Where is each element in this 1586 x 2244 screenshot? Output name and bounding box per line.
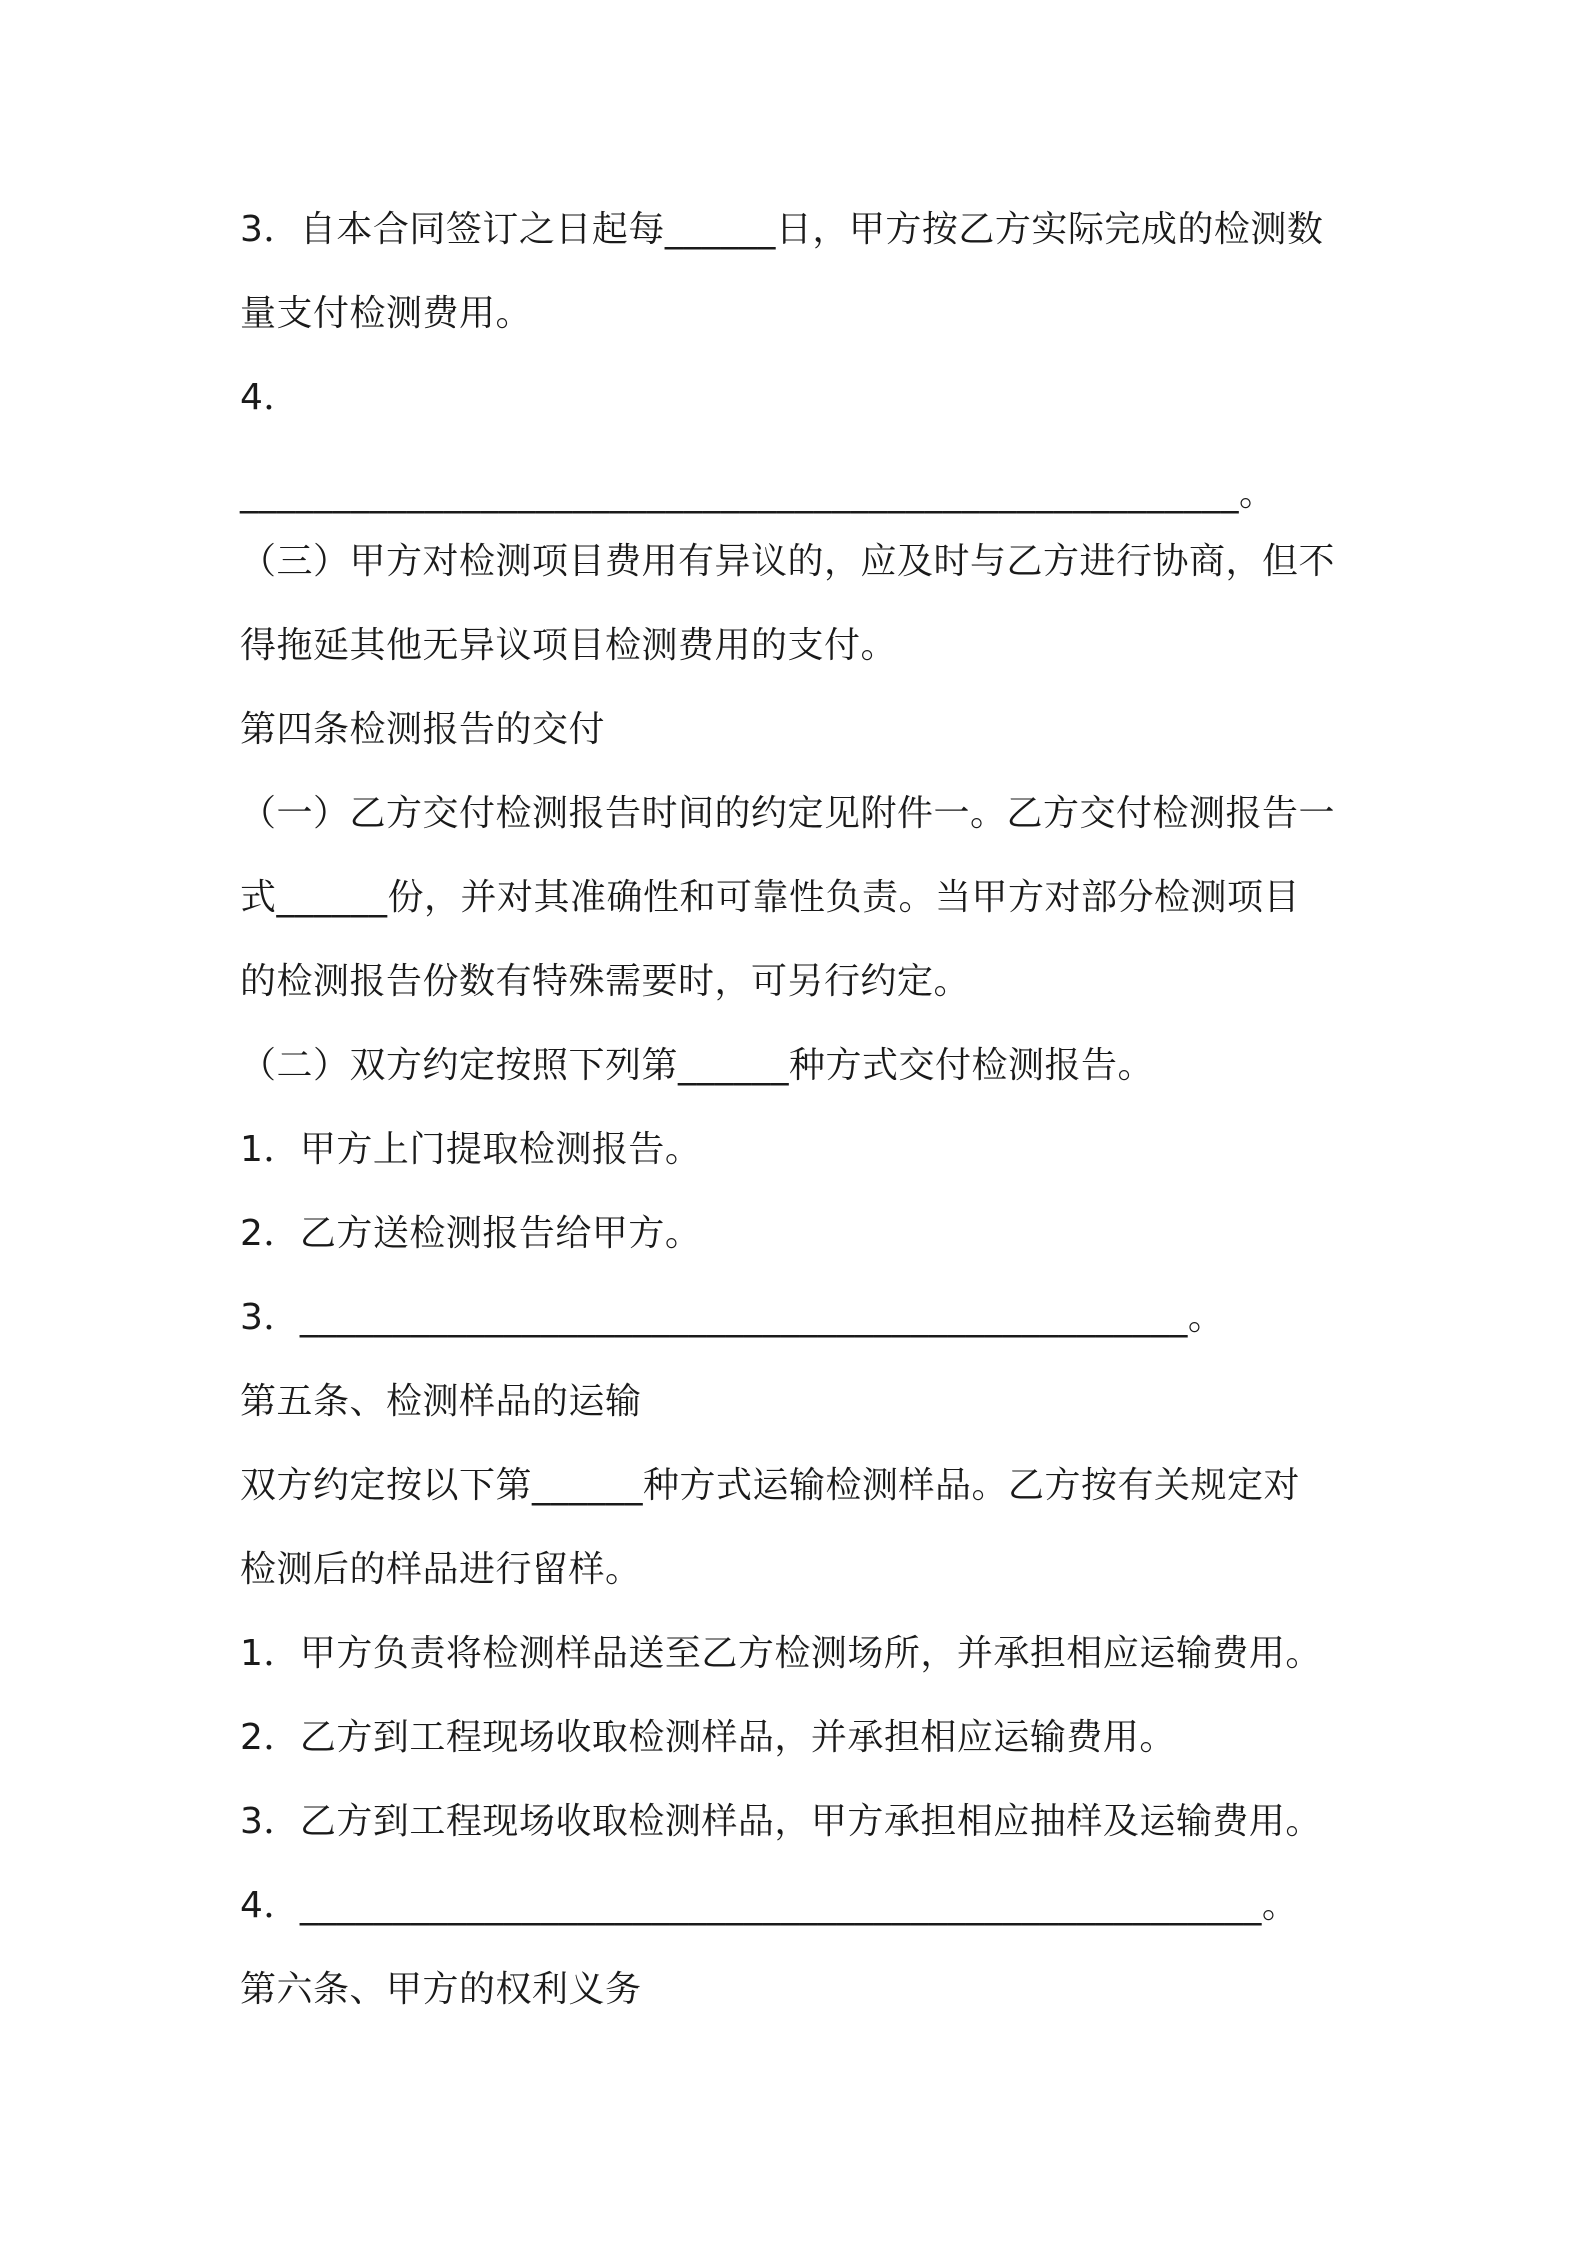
transport-option-4: 4．____________________________________________________。: [240, 1885, 1299, 1926]
transport-option-3: 3．乙方到工程现场收取检测样品，甲方承担相应抽样及运输费用。: [240, 1801, 1322, 1842]
transport-option-2: 2．乙方到工程现场收取检测样品，并承担相应运输费用。: [240, 1717, 1176, 1758]
clause-3-continuation: 量支付检测费用。: [240, 293, 533, 334]
section-3-continuation: 得拖延其他无异议项目检测费用的支付。: [240, 625, 898, 666]
article-4-section-1: （一）乙方交付检测报告时间的约定见附件一。乙方交付检测报告一: [240, 793, 1336, 834]
article-4-section-2: （二）双方约定按照下列第______种方式交付检测报告。: [240, 1045, 1155, 1086]
clause-3-payment-period: 3．自本合同签订之日起每______日，甲方按乙方实际完成的检测数: [240, 209, 1324, 250]
article-5-heading: 第五条、检测样品的运输: [240, 1381, 642, 1422]
article-6-heading: 第六条、甲方的权利义务: [240, 1969, 642, 2010]
clause-4-number: 4．: [240, 377, 300, 418]
clause-4-blank: ______________________________________________________。: [240, 473, 1276, 514]
article-4-heading: 第四条检测报告的交付: [240, 709, 606, 750]
transport-option-1: 1．甲方负责将检测样品送至乙方检测场所，并承担相应运输费用。: [240, 1633, 1322, 1674]
delivery-option-2: 2．乙方送检测报告给甲方。: [240, 1213, 702, 1254]
article-4-section-1-cont-1: 式______份，并对其准确性和可靠性负责。当甲方对部分检测项目: [240, 877, 1301, 918]
article-5-intro: 双方约定按以下第______种方式运输检测样品。乙方按有关规定对: [240, 1465, 1301, 1506]
article-4-section-1-cont-2: 的检测报告份数有特殊需要时，可另行约定。: [240, 961, 971, 1002]
delivery-option-1: 1．甲方上门提取检测报告。: [240, 1129, 702, 1170]
article-5-intro-cont: 检测后的样品进行留样。: [240, 1549, 642, 1590]
section-3-fee-dispute: （三）甲方对检测项目费用有异议的，应及时与乙方进行协商，但不: [240, 541, 1336, 582]
delivery-option-3: 3．________________________________________________。: [240, 1297, 1225, 1338]
